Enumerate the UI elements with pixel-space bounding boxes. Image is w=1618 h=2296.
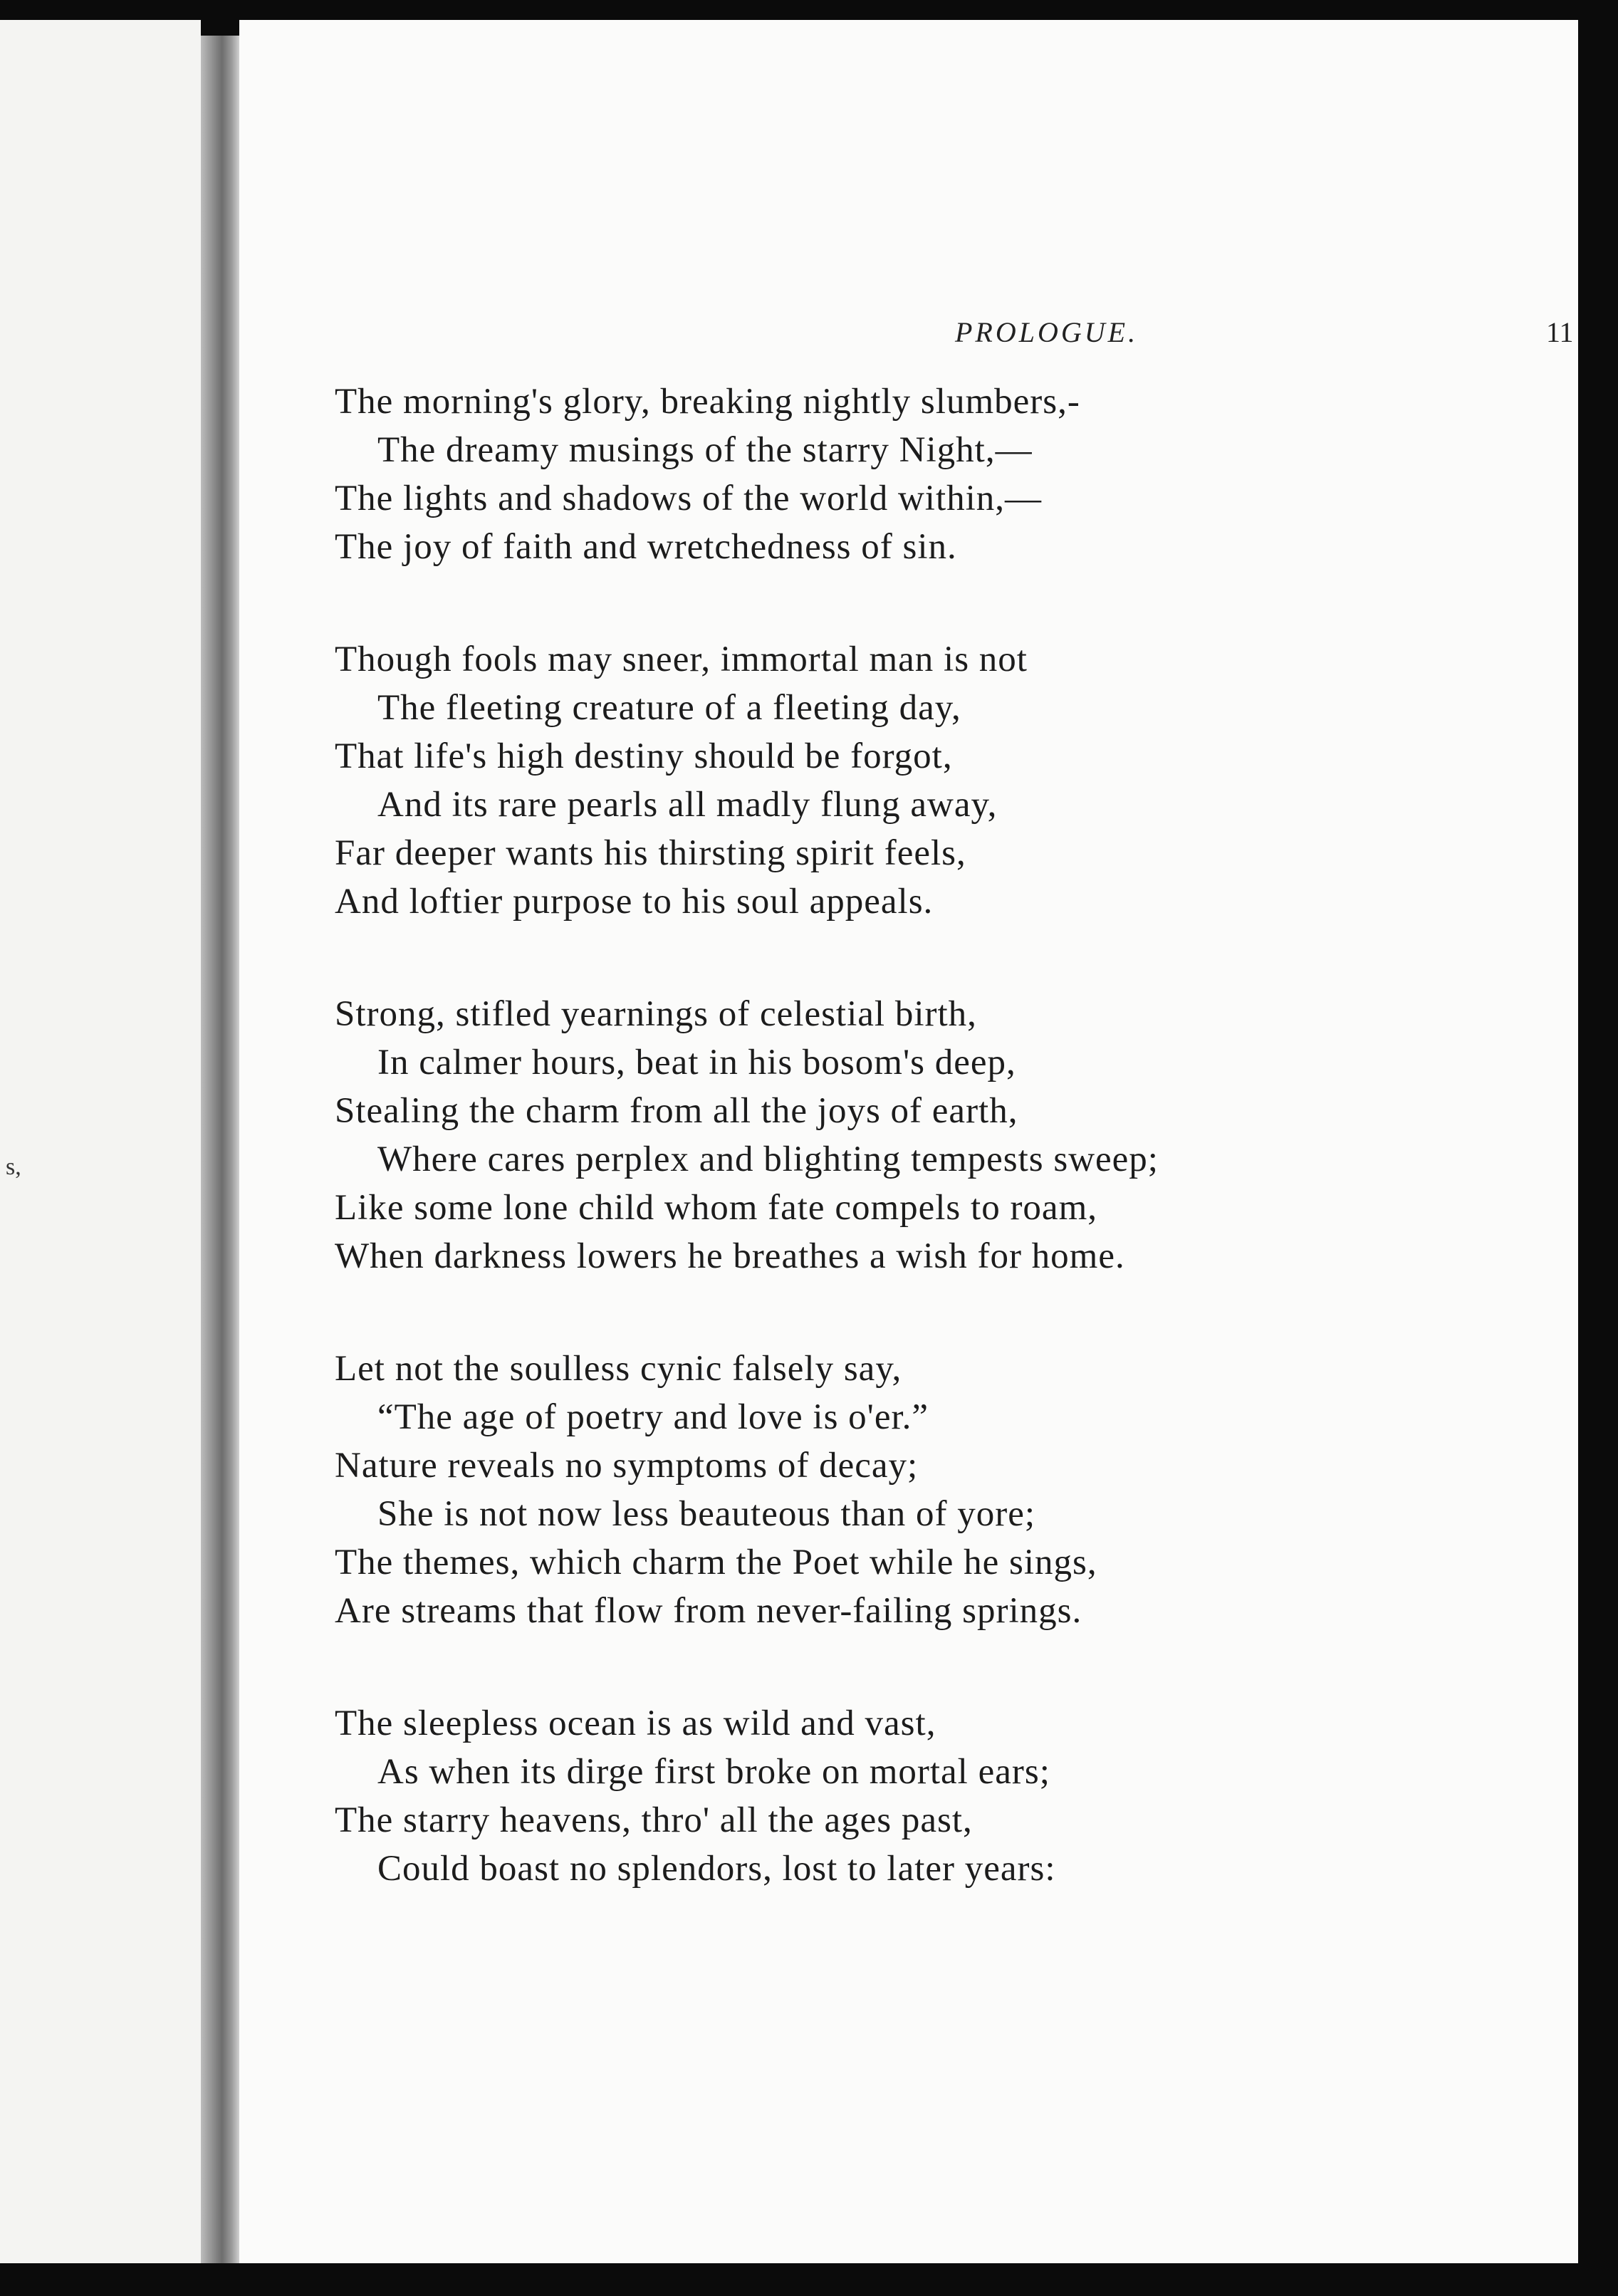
poem-line: Like some lone child whom fate compels to roam, (335, 1188, 1097, 1228)
poem-line: Strong, stifled yearnings of celestial birth, (335, 994, 977, 1034)
poem-line: Let not the soulless cynic falsely say, (335, 1349, 902, 1389)
page-number: 11 (1546, 316, 1574, 348)
poem-line: The sleepless ocean is as wild and vast, (335, 1703, 936, 1743)
poem-line: When darkness lowers he breathes a wish for home. (335, 1236, 1125, 1276)
poem-line: The themes, which charm the Poet while he sings, (335, 1543, 1097, 1582)
poem-line: Are streams that flow from never-failing springs. (335, 1591, 1082, 1631)
poem-line: The dreamy musings of the starry Night,— (377, 430, 1033, 470)
stanza (335, 1345, 1374, 1635)
poem-line: And its rare pearls all madly flung away, (377, 785, 998, 825)
left-page-text-fragment: s, (6, 1154, 21, 1180)
poem-line: Stealing the charm from all the joys of earth, (335, 1091, 1018, 1131)
poem-line: Could boast no splendors, lost to later years: (377, 1849, 1056, 1889)
poem-line: As when its dirge first broke on mortal ears; (377, 1752, 1050, 1792)
left-page (0, 20, 201, 2263)
book-gutter (201, 36, 239, 2263)
poem-line: Where cares perplex and blighting tempests sweep; (377, 1139, 1159, 1179)
poem-line: “The age of poetry and love is o'er.” (377, 1397, 929, 1437)
running-head: PROLOGUE. (955, 316, 1139, 348)
stanza (335, 1699, 1374, 1893)
poem-line: Far deeper wants his thirsting spirit feels, (335, 833, 966, 873)
poem-line: And loftier purpose to his soul appeals. (335, 882, 934, 922)
poem-line: The fleeting creature of a fleeting day, (377, 688, 961, 728)
poem-line: The joy of faith and wretchedness of sin. (335, 527, 957, 567)
stanza (335, 635, 1374, 926)
poem-line: She is not now less beauteous than of yore; (377, 1494, 1036, 1534)
poem-line: That life's high destiny should be forgot, (335, 736, 953, 776)
stanza (335, 990, 1374, 1280)
poem-line: The starry heavens, thro' all the ages past, (335, 1800, 973, 1840)
poem-line: Nature reveals no symptoms of decay; (335, 1446, 919, 1486)
poem-body (335, 377, 1374, 1957)
poem-line: Though fools may sneer, immortal man is not (335, 640, 1028, 679)
poem-line: In calmer hours, beat in his bosom's deep, (377, 1043, 1016, 1082)
poem-line: The lights and shadows of the world within,— (335, 479, 1043, 518)
poem-line: The morning's glory, breaking nightly slumbers,- (335, 382, 1080, 422)
stanza (335, 377, 1374, 571)
